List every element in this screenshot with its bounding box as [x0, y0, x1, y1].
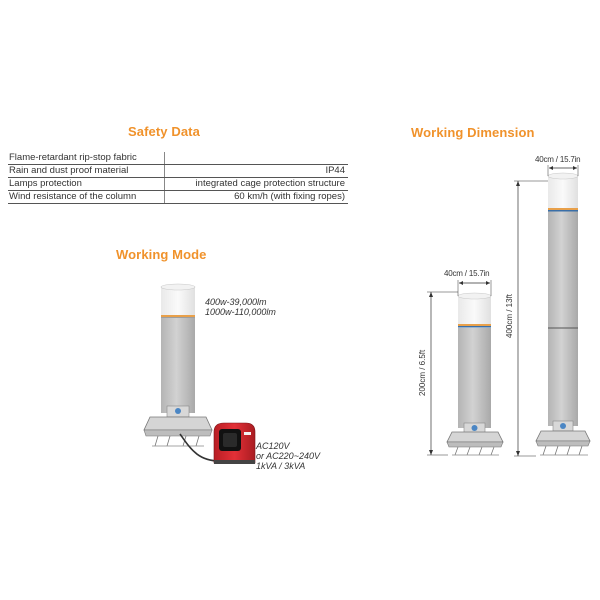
- lamp-head: [548, 176, 578, 210]
- row-label: Lamps protection: [8, 178, 164, 191]
- safety-data-heading: Safety Data: [128, 124, 200, 139]
- row-value: 60 km/h (with fixing ropes): [164, 191, 348, 204]
- short-height-label: 200cm / 6.5ft: [418, 349, 427, 396]
- tall-width-label: 40cm / 15.7in: [535, 155, 581, 164]
- tall-column: [536, 173, 590, 455]
- lamp-stripe: [161, 317, 195, 318]
- working-dimension-heading: Working Dimension: [411, 125, 535, 140]
- working-mode-heading: Working Mode: [116, 247, 207, 262]
- row-value: integrated cage protection structure: [164, 178, 348, 191]
- lamp-stripe: [548, 208, 578, 210]
- power-spec-line: 1kVA / 3kVA: [256, 461, 306, 471]
- lamp-top: [161, 284, 195, 290]
- row-label: Flame-retardant rip-stop fabric: [8, 152, 164, 165]
- lamp-spec-label: [205, 297, 276, 317]
- lamp-head: [161, 287, 195, 315]
- column-base: [144, 406, 212, 446]
- lamp-spec-line: 1000w-110,000lm: [205, 307, 276, 317]
- generator-icon: [214, 423, 255, 464]
- row-label: Wind resistance of the column: [8, 191, 164, 204]
- lamp-head: [458, 296, 491, 328]
- tall-height-label: 400cm / 13ft: [505, 293, 514, 338]
- power-spec-line: AC120V: [256, 441, 290, 451]
- short-height-dimension: [427, 292, 458, 455]
- lamp-stripe: [548, 210, 578, 212]
- lamp-spec-line: 400w-39,000lm: [205, 297, 267, 307]
- row-value: IP44: [164, 165, 348, 178]
- column-body: [548, 176, 578, 426]
- tall-height-dimension: [514, 181, 548, 456]
- power-spec-label: [256, 441, 320, 471]
- lamp-stripe: [458, 324, 491, 326]
- row-label: Rain and dust proof material: [8, 165, 164, 178]
- lamp-stripe: [161, 315, 195, 317]
- short-width-label: 40cm / 15.7in: [444, 269, 490, 278]
- power-spec-line: or AC220~240V: [256, 451, 320, 461]
- lamp-stripe: [458, 326, 491, 328]
- short-column: [447, 293, 503, 455]
